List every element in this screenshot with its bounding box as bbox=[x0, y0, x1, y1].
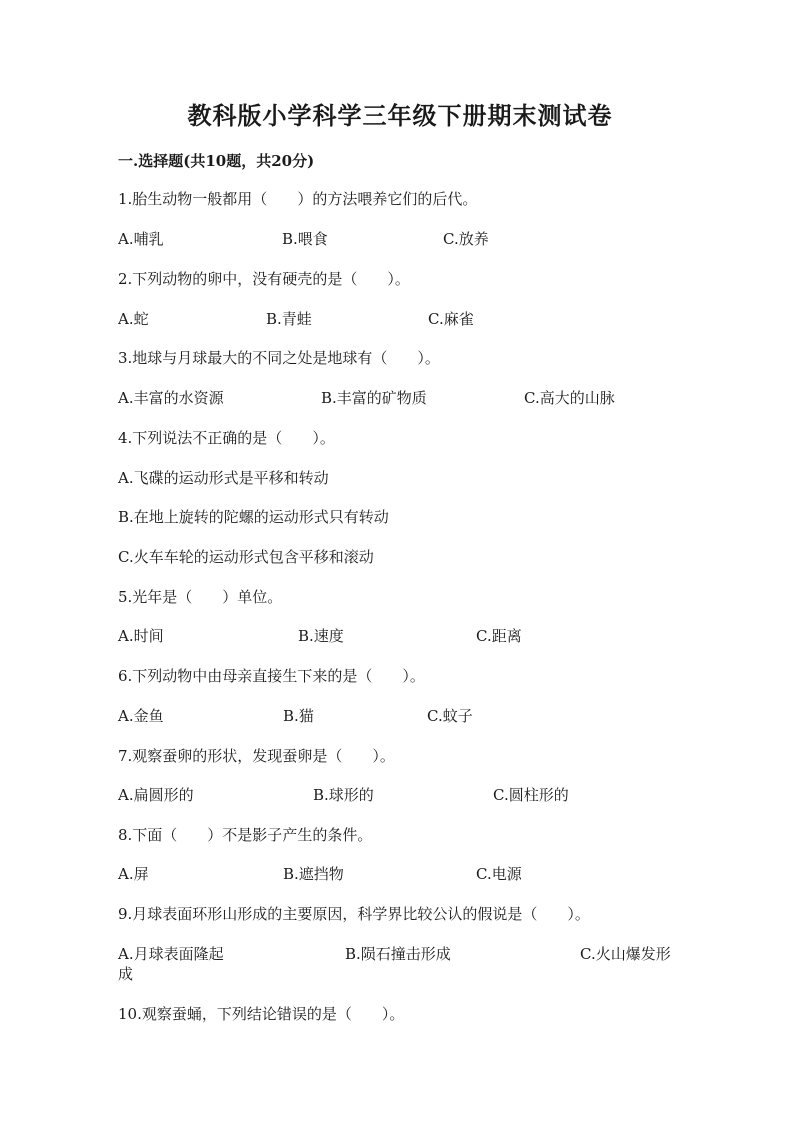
question-2: 2.下列动物的卵中，没有硬壳的是（ ）。 bbox=[118, 270, 410, 288]
question-4: 4.下列说法不正确的是（ ）。 bbox=[118, 429, 335, 447]
q9-option-c-wrap: 成 bbox=[118, 965, 134, 983]
question-10: 10.观察蚕蛹，下列结论错误的是（ ）。 bbox=[118, 1005, 405, 1023]
q2-option-c: C.麻雀 bbox=[428, 310, 474, 328]
q5-option-a: A.时间 bbox=[118, 627, 164, 645]
q6-option-a: A.金鱼 bbox=[118, 707, 164, 725]
q9-option-a: A.月球表面隆起 bbox=[118, 945, 224, 963]
page-title: 教科版小学科学三年级下册期末测试卷 bbox=[187, 101, 613, 130]
q8-option-a: A.屏 bbox=[118, 865, 149, 883]
q7-option-b: B.球形的 bbox=[313, 786, 374, 804]
q1-option-b: B.喂食 bbox=[282, 230, 328, 248]
question-9: 9.月球表面环形山形成的主要原因，科学界比较公认的假说是（ ）。 bbox=[118, 905, 590, 923]
q6-option-c: C.蚊子 bbox=[427, 707, 473, 725]
q3-option-a: A.丰富的水资源 bbox=[118, 389, 224, 407]
question-1: 1.胎生动物一般都用（ ）的方法喂养它们的后代。 bbox=[118, 190, 478, 208]
question-6: 6.下列动物中由母亲直接生下来的是（ ）。 bbox=[118, 667, 425, 685]
q1-option-a: A.哺乳 bbox=[118, 230, 164, 248]
q3-option-c: C.高大的山脉 bbox=[524, 389, 615, 407]
q8-option-b: B.遮挡物 bbox=[283, 865, 344, 883]
q4-option-a: A.飞碟的运动形式是平移和转动 bbox=[118, 469, 329, 487]
q9-option-b: B.陨石撞击形成 bbox=[345, 945, 451, 963]
q9-option-c: C.火山爆发形 bbox=[580, 945, 671, 963]
section-heading: 一.选择题(共10题，共20分) bbox=[118, 152, 315, 170]
q4-option-c: C.火车车轮的运动形式包含平移和滚动 bbox=[118, 548, 374, 566]
q2-option-b: B.青蛙 bbox=[266, 310, 312, 328]
q2-option-a: A.蛇 bbox=[118, 310, 149, 328]
q6-option-b: B.猫 bbox=[283, 707, 314, 725]
q5-option-c: C.距离 bbox=[476, 627, 522, 645]
question-7: 7.观察蚕卵的形状，发现蚕卵是（ ）。 bbox=[118, 747, 395, 765]
question-3: 3.地球与月球最大的不同之处是地球有（ ）。 bbox=[118, 349, 440, 367]
q8-option-c: C.电源 bbox=[476, 865, 522, 883]
question-5: 5.光年是（ ）单位。 bbox=[118, 588, 283, 606]
q3-option-b: B.丰富的矿物质 bbox=[321, 389, 427, 407]
q1-option-c: C.放养 bbox=[443, 230, 489, 248]
q7-option-c: C.圆柱形的 bbox=[493, 786, 569, 804]
q4-option-b: B.在地上旋转的陀螺的运动形式只有转动 bbox=[118, 508, 389, 526]
q5-option-b: B.速度 bbox=[298, 627, 344, 645]
question-8: 8.下面（ ）不是影子产生的条件。 bbox=[118, 826, 373, 844]
q7-option-a: A.扁圆形的 bbox=[118, 786, 194, 804]
